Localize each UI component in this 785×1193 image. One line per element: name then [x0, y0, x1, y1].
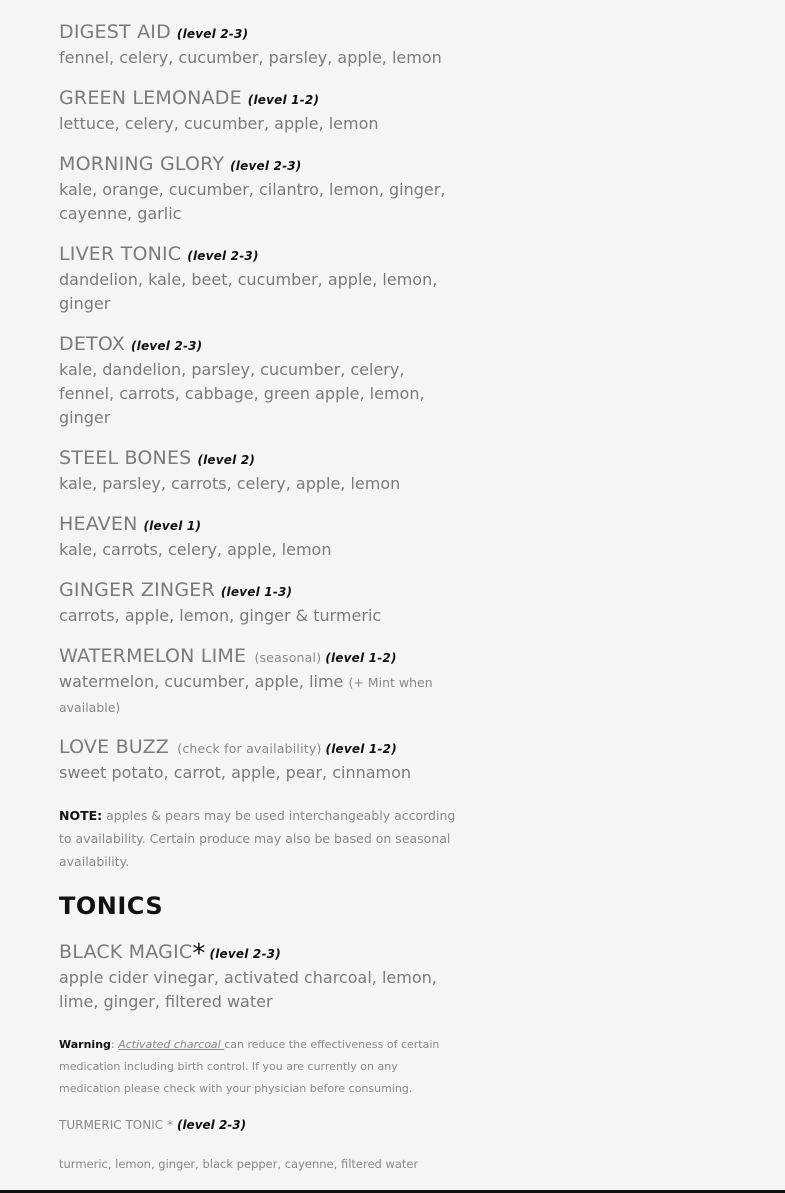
- tonic-name: TURMERIC TONIC *: [59, 1118, 173, 1132]
- juice-item: [59, 446, 459, 497]
- juice-item: [59, 152, 459, 227]
- tonic-item-black-magic: [59, 940, 459, 1014]
- juice-level: (level 2-3): [176, 27, 249, 41]
- juice-seasonal: (seasonal): [254, 650, 322, 665]
- juice-item: [59, 332, 459, 431]
- juice-level: (level 1-2): [247, 93, 320, 107]
- juice-level: (level 1-3): [220, 585, 293, 599]
- juice-ingredients: carrots, apple, lemon, ginger & turmeric: [59, 606, 382, 625]
- juice-item: [59, 644, 459, 720]
- juice-name: LOVE BUZZ: [59, 736, 170, 758]
- juice-level: (level 2-3): [230, 159, 302, 173]
- juice-ingredients: dandelion, kale, beet, cucumber, apple, lemon, ginger: [59, 270, 438, 313]
- tonics-heading: TONICS: [59, 892, 164, 920]
- juice-level: (level 2-3): [187, 249, 259, 263]
- juice-ingredients: kale, carrots, celery, apple, lemon: [59, 540, 332, 559]
- juice-item: [59, 512, 459, 563]
- juice-item: [59, 242, 459, 317]
- juice-item: [59, 20, 459, 71]
- juice-name: DETOX: [59, 333, 125, 355]
- note-label: NOTE:: [59, 808, 103, 823]
- tonic-level: (level 2-3): [209, 947, 281, 961]
- juice-ingredients: kale, orange, cucumber, cilantro, lemon, ginger, cayenne, garlic: [59, 180, 446, 223]
- juice-name: DIGEST AID: [59, 21, 171, 43]
- tonic-name: BLACK MAGIC: [59, 941, 193, 963]
- juice-level: (level 2): [197, 453, 256, 467]
- availability-note: [59, 804, 459, 873]
- warning-text: can reduce the effectiveness of certain medication including birth control. If you are currently on any medication please check with your physician before consuming.: [59, 1038, 440, 1095]
- juice-name: GREEN LEMONADE: [59, 87, 242, 109]
- juice-name: GINGER ZINGER: [59, 579, 215, 601]
- tonic-item-turmeric: [59, 1118, 459, 1132]
- tonic-level: (level 2-3): [176, 1118, 247, 1132]
- charcoal-warning: Warning: Activated charcoal can reduce the effectiveness of certain medication including birth control. If you are currently on any medication please check with your physician before consuming.: [59, 1038, 440, 1095]
- juice-level: (level 1-2): [325, 651, 397, 665]
- tonic-ingredients: apple cider vinegar, activated charcoal, lemon, lime, ginger, filtered water: [59, 968, 437, 1011]
- asterisk-icon: *: [192, 939, 206, 969]
- tonic-ingredients: turmeric, lemon, ginger, black pepper, cayenne, filtered water: [59, 1157, 419, 1171]
- juice-item: [59, 578, 459, 629]
- juice-level: (level 1-2): [325, 742, 397, 756]
- juice-ingredients: lettuce, celery, cucumber, apple, lemon: [59, 114, 379, 133]
- note-text: apples & pears may be used interchangeably according to availability. Certain produce may also be based on seasonal availability.: [59, 808, 456, 869]
- warning-label: Warning: [59, 1038, 111, 1051]
- menu-content: [59, 20, 459, 1171]
- juice-name: LIVER TONIC: [59, 243, 182, 265]
- juice-item: [59, 735, 459, 786]
- juice-name: WATERMELON LIME: [59, 645, 247, 667]
- juice-name: MORNING GLORY: [59, 153, 225, 175]
- juice-level: (level 1): [143, 519, 202, 533]
- activated-charcoal-link[interactable]: Activated charcoal: [118, 1038, 225, 1051]
- juice-level: (level 2-3): [131, 339, 203, 353]
- juice-name: STEEL BONES: [59, 447, 192, 469]
- juice-ingredients: sweet potato, carrot, apple, pear, cinnamon: [59, 763, 412, 782]
- juice-seasonal: (check for availability): [177, 741, 322, 756]
- juice-ingredients: kale, parsley, carrots, celery, apple, lemon: [59, 474, 401, 493]
- juice-ingredients: kale, dandelion, parsley, cucumber, celery, fennel, carrots, cabbage, green apple, lemon, ginger: [59, 360, 425, 427]
- juice-ingredients: watermelon, cucumber, apple, lime (+ Mint when available): [59, 672, 433, 715]
- juice-name: HEAVEN: [59, 513, 138, 535]
- juice-ingredients: fennel, celery, cucumber, parsley, apple, lemon: [59, 48, 442, 67]
- juice-item: [59, 86, 459, 137]
